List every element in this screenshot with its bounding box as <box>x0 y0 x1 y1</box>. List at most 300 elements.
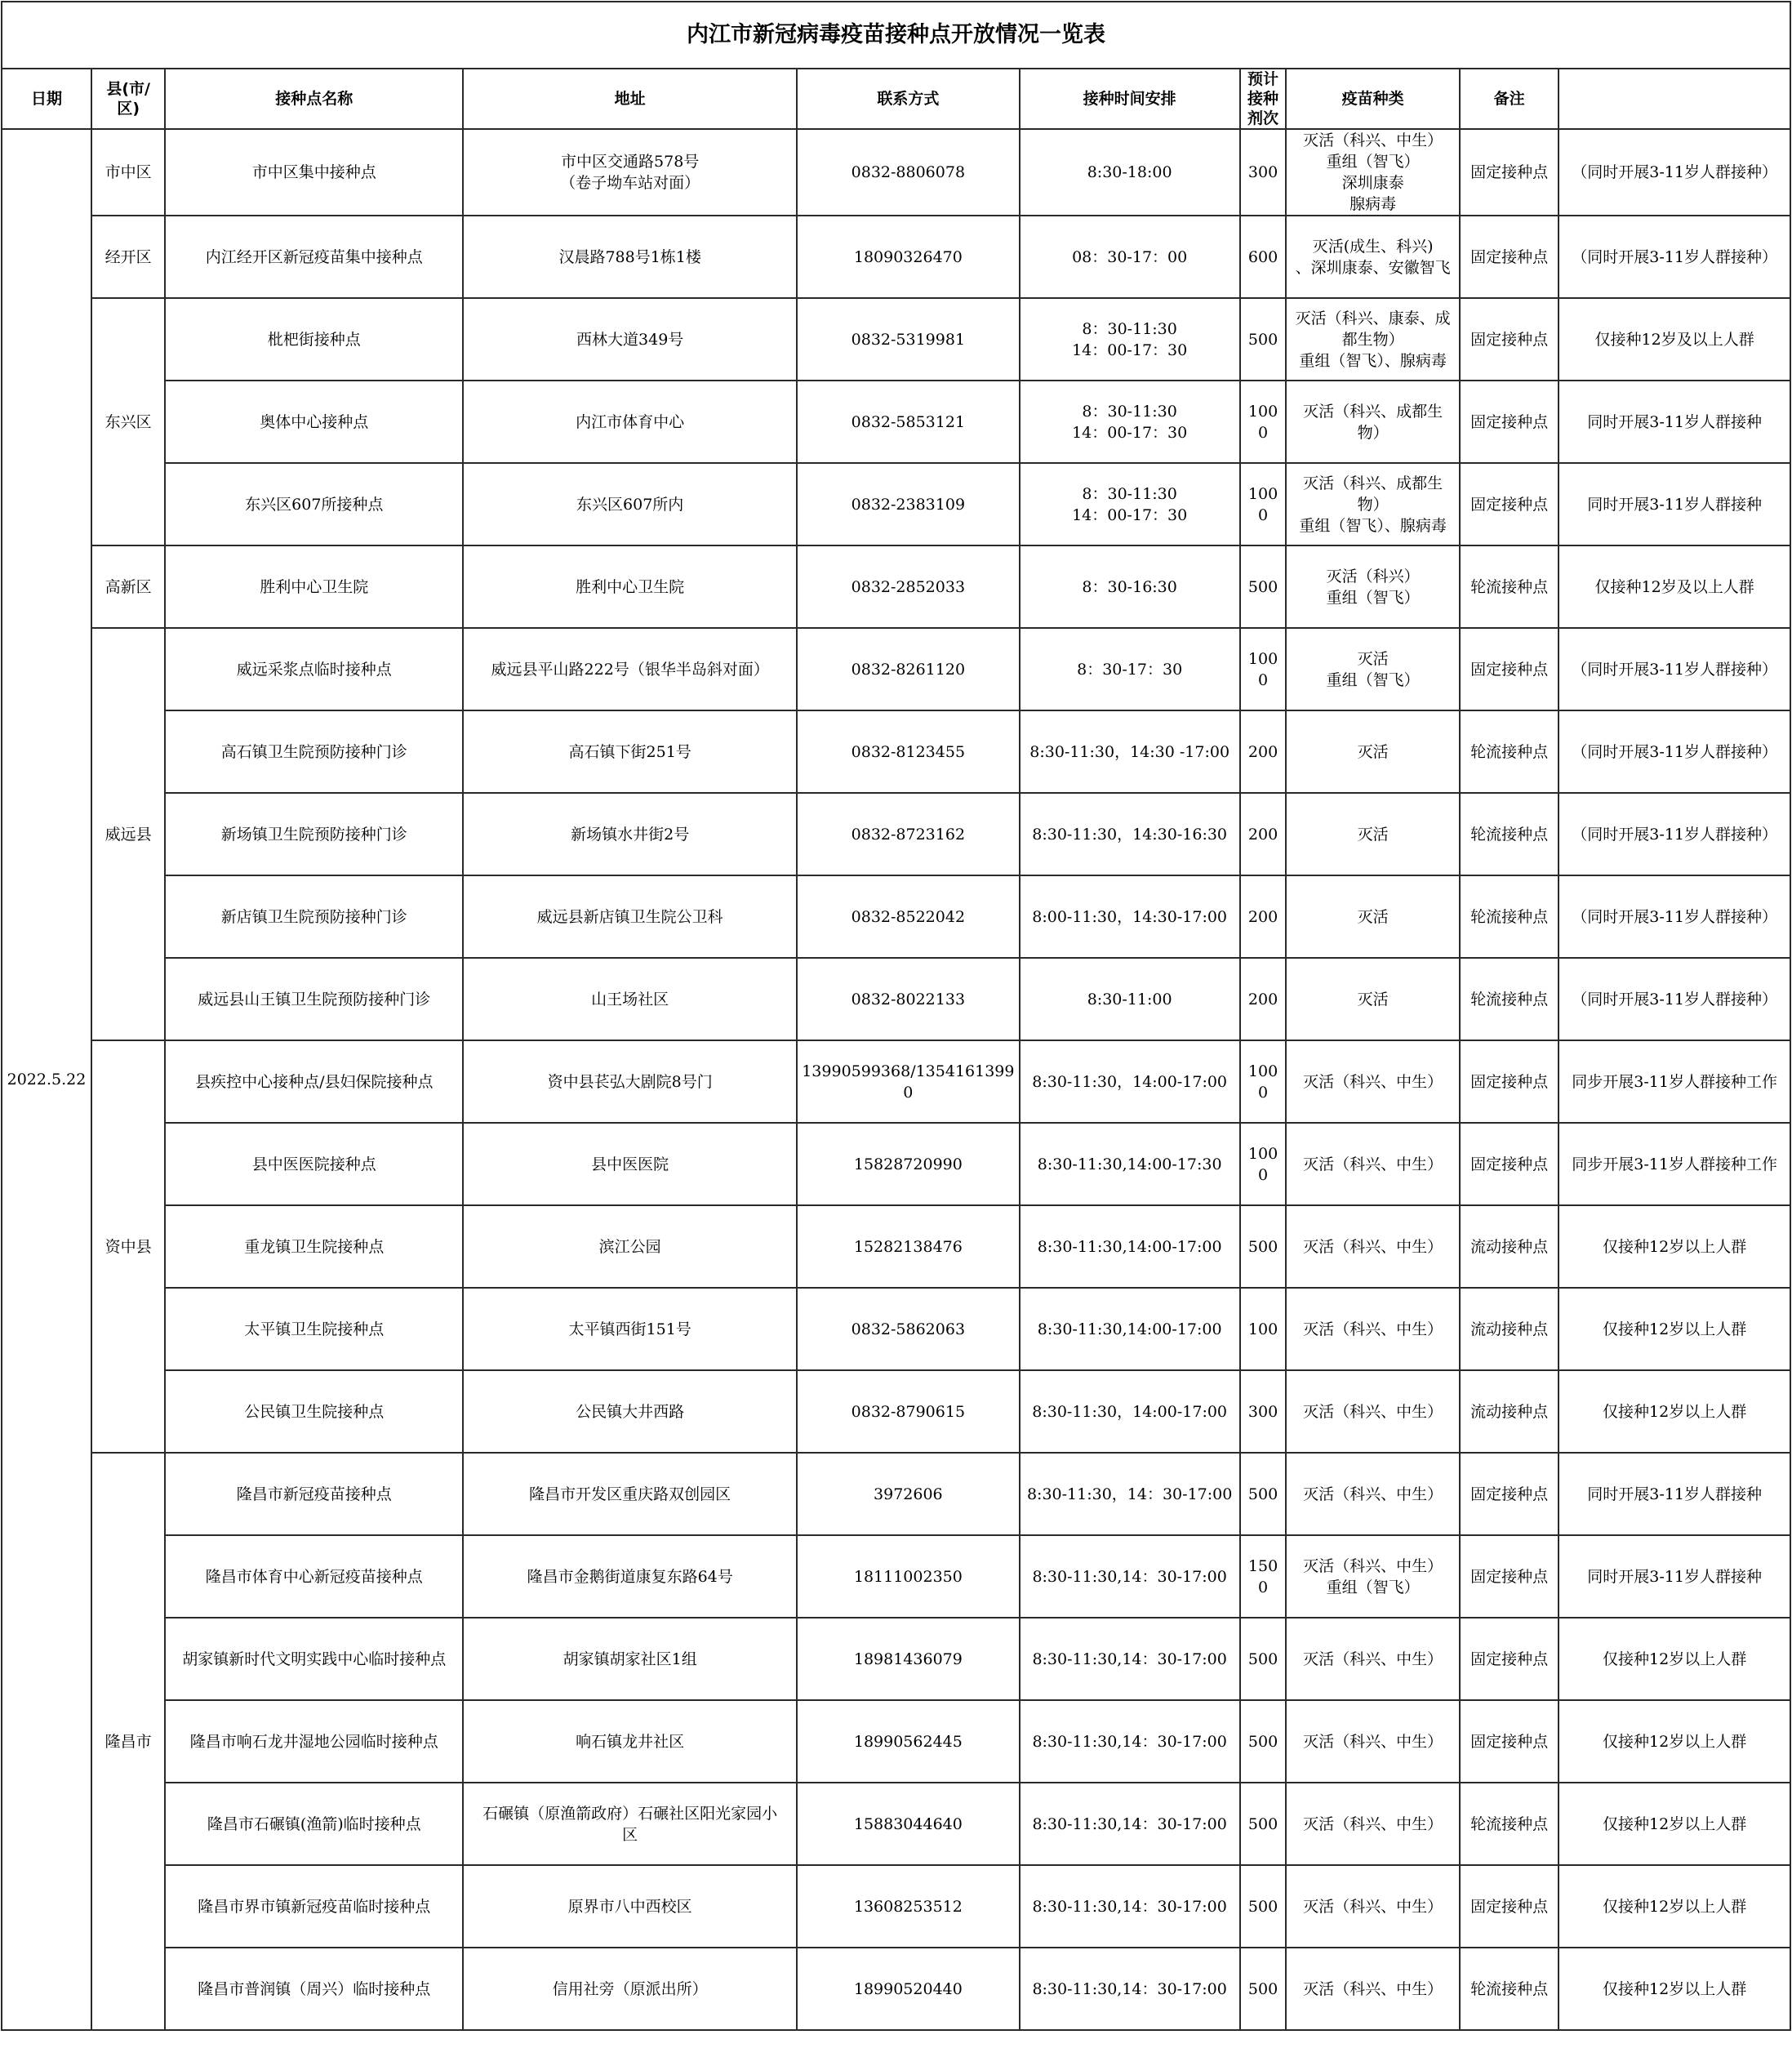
type-cell: 轮流接种点 <box>1460 1948 1559 2030</box>
address-cell <box>463 1205 797 1288</box>
address-cell <box>463 710 797 793</box>
time-cell <box>1020 463 1240 545</box>
vaccine-cell-line: 深圳康泰 <box>1341 174 1404 192</box>
table-row <box>2 463 1790 545</box>
site-name-cell: 隆昌市新冠疫苗接种点 <box>165 1453 463 1535</box>
address-cell-line: 隆昌市金鹅街道康复东路64号 <box>527 1567 733 1586</box>
site-name-cell: 县中医医院接种点 <box>165 1123 463 1205</box>
type-cell: 轮流接种点 <box>1460 793 1559 875</box>
vaccine-cell-line: 腺病毒 <box>1350 195 1397 213</box>
vaccine-cell <box>1286 1700 1460 1783</box>
vaccine-cell <box>1286 1123 1460 1205</box>
address-cell-line: 东兴区607所内 <box>576 495 684 514</box>
note-cell: 仅接种12岁及以上人群 <box>1559 298 1790 381</box>
county-cell: 高新区 <box>91 545 165 628</box>
vaccine-cell-line: 重组（智飞） <box>1326 1578 1420 1596</box>
time-cell-line: 8:30-11:30，14:30 -17:00 <box>1029 742 1230 761</box>
vaccine-cell-line: 灭活（科兴、中生） <box>1303 1072 1443 1091</box>
address-cell <box>463 958 797 1040</box>
vaccine-cell-line: 灭活（科兴、中生） <box>1303 1155 1443 1173</box>
table-row <box>2 1370 1790 1453</box>
vaccination-sites-table <box>1 1 1791 2031</box>
address-cell <box>463 545 797 628</box>
type-cell: 固定接种点 <box>1460 463 1559 545</box>
address-cell <box>463 216 797 298</box>
header-doses: 预计接种剂次 <box>1240 69 1287 129</box>
county-cell: 市中区 <box>91 129 165 216</box>
doses-cell: 1500 <box>1240 1535 1287 1618</box>
time-cell-line: 8:30-11:30,14：30-17:00 <box>1032 1897 1227 1916</box>
date-cell: 2022.5.22 <box>2 129 91 2030</box>
vaccine-cell-line: 灭活（科兴、中生） <box>1303 1897 1443 1916</box>
type-cell: 固定接种点 <box>1460 381 1559 463</box>
vaccination-sites-sheet <box>1 1 1791 2056</box>
site-name-cell: 新场镇卫生院预防接种门诊 <box>165 793 463 875</box>
address-cell <box>463 1040 797 1123</box>
time-cell <box>1020 1700 1240 1783</box>
time-cell <box>1020 710 1240 793</box>
time-cell <box>1020 875 1240 958</box>
site-name-cell: 隆昌市响石龙井湿地公园临时接种点 <box>165 1700 463 1783</box>
vaccine-cell-line: 灭活(成生、科兴) <box>1312 237 1434 256</box>
time-cell-line: 8：30-11:30 <box>1082 319 1177 338</box>
time-cell-line: 8:00-11:30，14:30-17:00 <box>1032 907 1228 926</box>
header-vaccine: 疫苗种类 <box>1286 69 1460 129</box>
address-cell-line: 太平镇西街151号 <box>568 1320 691 1338</box>
note-cell: 仅接种12岁以上人群 <box>1559 1700 1790 1783</box>
doses-cell: 200 <box>1240 793 1287 875</box>
address-cell-line: 滨江公园 <box>598 1237 661 1256</box>
table-row <box>2 545 1790 628</box>
type-cell: 固定接种点 <box>1460 1123 1559 1205</box>
address-cell <box>463 1865 797 1948</box>
time-cell-line: 8:30-11:30，14:30-16:30 <box>1032 825 1228 844</box>
time-cell <box>1020 1453 1240 1535</box>
vaccine-cell-line: 灭活（科兴、中生） <box>1303 1237 1443 1256</box>
site-name-cell: 太平镇卫生院接种点 <box>165 1288 463 1370</box>
note-cell: （同时开展3-11岁人群接种） <box>1559 793 1790 875</box>
site-name-cell: 枇杷街接种点 <box>165 298 463 381</box>
vaccine-cell <box>1286 1453 1460 1535</box>
type-cell: 固定接种点 <box>1460 1040 1559 1123</box>
vaccine-cell-line: 物） <box>1357 423 1389 442</box>
table-row <box>2 793 1790 875</box>
type-cell: 固定接种点 <box>1460 1700 1559 1783</box>
contact-cell: 0832-2852033 <box>797 545 1019 628</box>
vaccine-cell-line: 灭活（科兴、中生） <box>1303 1320 1443 1338</box>
address-cell <box>463 1288 797 1370</box>
doses-cell: 300 <box>1240 1370 1287 1453</box>
address-cell-line: （卷子坳车站对面） <box>560 174 700 192</box>
address-cell-line: 威远县新店镇卫生院公卫科 <box>536 907 723 926</box>
site-name-cell: 隆昌市界市镇新冠疫苗临时接种点 <box>165 1865 463 1948</box>
time-cell-line: 8:30-18:00 <box>1087 163 1172 181</box>
time-cell-line: 8：30-11:30 <box>1082 402 1177 421</box>
vaccine-cell <box>1286 1370 1460 1453</box>
site-name-cell: 东兴区607所接种点 <box>165 463 463 545</box>
address-cell-line: 市中区交通路578号 <box>561 153 700 171</box>
time-cell-line: 8:30-11:30,14：30-17:00 <box>1032 1567 1227 1586</box>
time-cell <box>1020 958 1240 1040</box>
contact-cell: 18111002350 <box>797 1535 1019 1618</box>
doses-cell: 1000 <box>1240 1040 1287 1123</box>
county-cell: 威远县 <box>91 628 165 1040</box>
time-cell-line: 14：00-17：30 <box>1072 341 1188 359</box>
note-cell: 同时开展3-11岁人群接种 <box>1559 1453 1790 1535</box>
vaccine-cell-line: 灭活（科兴、中生） <box>1303 1732 1443 1751</box>
doses-cell: 500 <box>1240 1865 1287 1948</box>
contact-cell: 0832-2383109 <box>797 463 1019 545</box>
site-name-cell: 内江经开区新冠疫苗集中接种点 <box>165 216 463 298</box>
vaccine-cell <box>1286 463 1460 545</box>
note-cell: 仅接种12岁及以上人群 <box>1559 545 1790 628</box>
doses-cell: 500 <box>1240 1453 1287 1535</box>
time-cell <box>1020 1618 1240 1700</box>
note-cell: 同时开展3-11岁人群接种 <box>1559 463 1790 545</box>
time-cell-line: 14：00-17：30 <box>1072 505 1188 524</box>
note-cell: 仅接种12岁以上人群 <box>1559 1618 1790 1700</box>
site-name-cell: 重龙镇卫生院接种点 <box>165 1205 463 1288</box>
time-cell <box>1020 1535 1240 1618</box>
address-cell-line: 响石镇龙井社区 <box>576 1732 685 1751</box>
doses-cell: 300 <box>1240 129 1287 216</box>
doses-cell: 500 <box>1240 1948 1287 2030</box>
type-cell: 固定接种点 <box>1460 298 1559 381</box>
site-name-cell: 奥体中心接种点 <box>165 381 463 463</box>
address-cell-line: 山王场社区 <box>591 990 669 1008</box>
table-row <box>2 381 1790 463</box>
doses-cell: 1000 <box>1240 463 1287 545</box>
type-cell: 固定接种点 <box>1460 129 1559 216</box>
county-cell: 东兴区 <box>91 298 165 545</box>
table-row <box>2 958 1790 1040</box>
address-cell <box>463 1535 797 1618</box>
address-cell <box>463 381 797 463</box>
table-row <box>2 710 1790 793</box>
header-county: 县(市/区) <box>91 69 165 129</box>
vaccine-cell <box>1286 1783 1460 1865</box>
vaccine-cell <box>1286 1618 1460 1700</box>
vaccine-cell-line: 灭活（科兴、中生） <box>1303 1556 1443 1575</box>
table-row <box>2 1865 1790 1948</box>
contact-cell: 18990562445 <box>797 1700 1019 1783</box>
doses-cell: 1000 <box>1240 628 1287 710</box>
doses-cell: 1000 <box>1240 381 1287 463</box>
table-row <box>2 1205 1790 1288</box>
address-cell-line: 威远县平山路222号（银华半岛斜对面） <box>491 660 769 679</box>
address-cell-line: 区 <box>622 1825 638 1844</box>
time-cell-line: 8：30-16:30 <box>1082 577 1177 596</box>
time-cell <box>1020 298 1240 381</box>
note-cell: 仅接种12岁以上人群 <box>1559 1783 1790 1865</box>
contact-cell: 0832-5862063 <box>797 1288 1019 1370</box>
contact-cell: 0832-5853121 <box>797 381 1019 463</box>
note-cell: 仅接种12岁以上人群 <box>1559 1865 1790 1948</box>
county-cell: 经开区 <box>91 216 165 298</box>
site-name-cell: 公民镇卫生院接种点 <box>165 1370 463 1453</box>
contact-cell: 18981436079 <box>797 1618 1019 1700</box>
time-cell-line: 8:30-11:30，14:00-17:00 <box>1032 1072 1228 1091</box>
vaccine-cell <box>1286 875 1460 958</box>
type-cell: 固定接种点 <box>1460 1618 1559 1700</box>
vaccine-cell-line: 重组（智飞）、腺病毒 <box>1299 351 1447 370</box>
time-cell-line: 8:30-11:30,14：30-17:00 <box>1032 1732 1227 1751</box>
contact-cell: 0832-8723162 <box>797 793 1019 875</box>
table-row <box>2 1040 1790 1123</box>
vaccine-cell-line: 灭活（科兴、成都生 <box>1303 402 1443 421</box>
time-cell-line: 8:30-11:30,14：30-17:00 <box>1032 1650 1227 1668</box>
address-cell-line: 隆昌市开发区重庆路双创园区 <box>529 1485 731 1503</box>
type-cell: 固定接种点 <box>1460 1865 1559 1948</box>
vaccine-cell <box>1286 628 1460 710</box>
site-name-cell: 市中区集中接种点 <box>165 129 463 216</box>
type-cell: 轮流接种点 <box>1460 1783 1559 1865</box>
vaccine-cell-line: 物） <box>1357 495 1389 514</box>
vaccine-cell-line: 重组（智飞）、腺病毒 <box>1299 516 1447 535</box>
type-cell: 固定接种点 <box>1460 216 1559 298</box>
time-cell-line: 8：30-17：30 <box>1077 660 1183 679</box>
address-cell <box>463 1948 797 2030</box>
time-cell-line: 8:30-11:30,14:00-17:30 <box>1037 1155 1222 1173</box>
doses-cell: 200 <box>1240 875 1287 958</box>
county-cell: 资中县 <box>91 1040 165 1453</box>
note-cell: （同时开展3-11岁人群接种） <box>1559 710 1790 793</box>
time-cell <box>1020 1783 1240 1865</box>
vaccine-cell-line: 灭活 <box>1357 907 1389 926</box>
county-cell: 隆昌市 <box>91 1453 165 2030</box>
header-type: 备注 <box>1460 69 1559 129</box>
address-cell <box>463 1453 797 1535</box>
table-row <box>2 1783 1790 1865</box>
site-name-cell: 隆昌市体育中心新冠疫苗接种点 <box>165 1535 463 1618</box>
doses-cell: 600 <box>1240 216 1287 298</box>
vaccine-cell <box>1286 1535 1460 1618</box>
vaccine-cell <box>1286 1040 1460 1123</box>
site-name-cell: 胜利中心卫生院 <box>165 545 463 628</box>
contact-cell: 0832-8022133 <box>797 958 1019 1040</box>
address-cell-line: 石碾镇（原渔箭政府）石碾社区阳光家园小 <box>482 1804 778 1823</box>
vaccine-cell-line: 灭活（科兴、成都生 <box>1303 474 1443 492</box>
contact-cell: 18090326470 <box>797 216 1019 298</box>
address-cell-line: 内江市体育中心 <box>576 412 685 431</box>
table-row <box>2 1288 1790 1370</box>
note-cell: 同步开展3-11岁人群接种工作 <box>1559 1123 1790 1205</box>
vaccine-cell <box>1286 1948 1460 2030</box>
time-cell-line: 8:30-11:30，14:00-17:00 <box>1032 1402 1228 1421</box>
note-cell: （同时开展3-11岁人群接种） <box>1559 875 1790 958</box>
address-cell-line: 胜利中心卫生院 <box>576 577 685 596</box>
vaccine-cell <box>1286 793 1460 875</box>
note-cell: 仅接种12岁以上人群 <box>1559 1205 1790 1288</box>
type-cell: 轮流接种点 <box>1460 545 1559 628</box>
time-cell <box>1020 1370 1240 1453</box>
type-cell: 流动接种点 <box>1460 1288 1559 1370</box>
contact-cell: 15883044640 <box>797 1783 1019 1865</box>
address-cell-line: 县中医医院 <box>591 1155 669 1173</box>
time-cell-line: 8:30-11:30，14：30-17:00 <box>1026 1485 1233 1503</box>
type-cell: 轮流接种点 <box>1460 710 1559 793</box>
time-cell-line: 14：00-17：30 <box>1072 423 1188 442</box>
address-cell-line: 原界市八中西校区 <box>567 1897 692 1916</box>
address-cell-line: 胡家镇胡家社区1组 <box>563 1650 697 1668</box>
doses-cell: 500 <box>1240 1205 1287 1288</box>
time-cell-line: 8：30-11:30 <box>1082 484 1177 503</box>
site-name-cell: 高石镇卫生院预防接种门诊 <box>165 710 463 793</box>
address-cell-line: 汉晨路788号1栋1楼 <box>558 247 701 266</box>
contact-cell: 18990520440 <box>797 1948 1019 2030</box>
vaccine-cell-line: 灭活（科兴、中生） <box>1303 1650 1443 1668</box>
vaccine-cell <box>1286 216 1460 298</box>
time-cell <box>1020 216 1240 298</box>
site-name-cell: 威远县山王镇卫生院预防接种门诊 <box>165 958 463 1040</box>
address-cell <box>463 875 797 958</box>
table-row <box>2 1700 1790 1783</box>
address-cell <box>463 463 797 545</box>
address-cell <box>463 628 797 710</box>
doses-cell: 500 <box>1240 1783 1287 1865</box>
note-cell: （同时开展3-11岁人群接种） <box>1559 216 1790 298</box>
contact-cell: 0832-8522042 <box>797 875 1019 958</box>
site-name-cell: 威远采浆点临时接种点 <box>165 628 463 710</box>
site-name-cell: 隆昌市普润镇（周兴）临时接种点 <box>165 1948 463 2030</box>
note-cell: 仅接种12岁以上人群 <box>1559 1948 1790 2030</box>
contact-cell: 0832-8123455 <box>797 710 1019 793</box>
address-cell <box>463 1618 797 1700</box>
time-cell-line: 8:30-11:30,14:00-17:00 <box>1037 1237 1222 1256</box>
vaccine-cell <box>1286 381 1460 463</box>
note-cell: 同时开展3-11岁人群接种 <box>1559 381 1790 463</box>
header-row <box>2 69 1790 129</box>
doses-cell: 1000 <box>1240 1123 1287 1205</box>
time-cell <box>1020 545 1240 628</box>
header-note <box>1559 69 1790 129</box>
type-cell: 轮流接种点 <box>1460 958 1559 1040</box>
header-date: 日期 <box>2 69 91 129</box>
vaccine-cell-line: 灭活（科兴、中生） <box>1303 1485 1443 1503</box>
time-cell <box>1020 1123 1240 1205</box>
address-cell-line: 高石镇下街251号 <box>568 742 691 761</box>
vaccine-cell-line: 灭活（科兴、中生） <box>1303 1814 1443 1833</box>
note-cell: 同步开展3-11岁人群接种工作 <box>1559 1040 1790 1123</box>
contact-cell: 13990599368/13541613990 <box>797 1040 1019 1123</box>
table-row <box>2 628 1790 710</box>
address-cell <box>463 1370 797 1453</box>
time-cell <box>1020 381 1240 463</box>
vaccine-cell-line: 重组（智飞） <box>1326 153 1420 171</box>
vaccine-cell <box>1286 545 1460 628</box>
address-cell <box>463 1123 797 1205</box>
site-name-cell: 胡家镇新时代文明实践中心临时接种点 <box>165 1618 463 1700</box>
site-name-cell: 县疾控中心接种点/县妇保院接种点 <box>165 1040 463 1123</box>
time-cell <box>1020 1288 1240 1370</box>
header-contact: 联系方式 <box>797 69 1019 129</box>
time-cell-line: 08：30-17：00 <box>1072 247 1188 266</box>
address-cell <box>463 298 797 381</box>
vaccine-cell-line: 、深圳康泰、安徽智飞 <box>1295 258 1451 277</box>
time-cell <box>1020 628 1240 710</box>
time-cell-line: 8:30-11:30,14：30-17:00 <box>1032 1814 1227 1833</box>
contact-cell: 0832-5319981 <box>797 298 1019 381</box>
vaccine-cell-line: 灭活（科兴、中生） <box>1303 131 1443 149</box>
time-cell <box>1020 1865 1240 1948</box>
time-cell-line: 8:30-11:00 <box>1087 990 1172 1008</box>
table-row <box>2 298 1790 381</box>
site-name-cell: 新店镇卫生院预防接种门诊 <box>165 875 463 958</box>
vaccine-cell-line: 灭活（科兴、中生） <box>1303 1402 1443 1421</box>
time-cell-line: 8:30-11:30,14:00-17:00 <box>1037 1320 1222 1338</box>
type-cell: 固定接种点 <box>1460 1535 1559 1618</box>
doses-cell: 500 <box>1240 545 1287 628</box>
address-cell-line: 公民镇大井西路 <box>576 1402 685 1421</box>
note-cell: 仅接种12岁以上人群 <box>1559 1288 1790 1370</box>
address-cell <box>463 1700 797 1783</box>
vaccine-cell <box>1286 958 1460 1040</box>
table-row <box>2 216 1790 298</box>
vaccine-cell-line: 灭活 <box>1357 990 1389 1008</box>
note-cell: 仅接种12岁以上人群 <box>1559 1370 1790 1453</box>
contact-cell: 0832-8790615 <box>797 1370 1019 1453</box>
type-cell: 流动接种点 <box>1460 1370 1559 1453</box>
time-cell-line: 8:30-11:30,14：30-17:00 <box>1032 1979 1227 1998</box>
site-name-cell: 隆昌市石碾镇(渔箭)临时接种点 <box>165 1783 463 1865</box>
table-title: 内江市新冠病毒疫苗接种点开放情况一览表 <box>2 2 1790 69</box>
doses-cell: 200 <box>1240 958 1287 1040</box>
vaccine-cell <box>1286 1205 1460 1288</box>
table-row <box>2 1948 1790 2030</box>
doses-cell: 200 <box>1240 710 1287 793</box>
header-site-name: 接种点名称 <box>165 69 463 129</box>
contact-cell: 0832-8261120 <box>797 628 1019 710</box>
address-cell <box>463 129 797 216</box>
address-cell <box>463 1783 797 1865</box>
contact-cell: 15282138476 <box>797 1205 1019 1288</box>
header-address: 地址 <box>463 69 797 129</box>
vaccine-cell-line: 灭活（科兴、中生） <box>1303 1979 1443 1998</box>
address-cell-line: 资中县苌弘大剧院8号门 <box>547 1072 713 1091</box>
doses-cell: 100 <box>1240 1288 1287 1370</box>
vaccine-cell-line: 重组（智飞） <box>1326 588 1420 607</box>
note-cell: （同时开展3-11岁人群接种） <box>1559 958 1790 1040</box>
contact-cell: 15828720990 <box>797 1123 1019 1205</box>
note-cell: 同时开展3-11岁人群接种 <box>1559 1535 1790 1618</box>
type-cell: 固定接种点 <box>1460 1453 1559 1535</box>
vaccine-cell-line: 灭活 <box>1357 825 1389 844</box>
vaccine-cell <box>1286 1865 1460 1948</box>
vaccine-cell <box>1286 298 1460 381</box>
time-cell <box>1020 1948 1240 2030</box>
time-cell <box>1020 129 1240 216</box>
address-cell-line: 信用社旁（原派出所） <box>552 1979 708 1998</box>
vaccine-cell <box>1286 710 1460 793</box>
note-cell: （同时开展3-11岁人群接种） <box>1559 628 1790 710</box>
contact-cell: 0832-8806078 <box>797 129 1019 216</box>
vaccine-cell-line: 灭活（科兴） <box>1326 567 1420 585</box>
time-cell <box>1020 1040 1240 1123</box>
vaccine-cell-line: 灭活（科兴、康泰、成 <box>1295 309 1451 327</box>
vaccine-cell <box>1286 1288 1460 1370</box>
vaccine-cell-line: 重组（智飞） <box>1326 670 1420 689</box>
vaccine-cell <box>1286 129 1460 216</box>
table-row <box>2 1123 1790 1205</box>
vaccine-cell-line: 灭活 <box>1357 742 1389 761</box>
time-cell <box>1020 1205 1240 1288</box>
table-row <box>2 1535 1790 1618</box>
address-cell-line: 西林大道349号 <box>576 330 684 349</box>
contact-cell: 3972606 <box>797 1453 1019 1535</box>
contact-cell: 13608253512 <box>797 1865 1019 1948</box>
table-row <box>2 129 1790 216</box>
doses-cell: 500 <box>1240 298 1287 381</box>
